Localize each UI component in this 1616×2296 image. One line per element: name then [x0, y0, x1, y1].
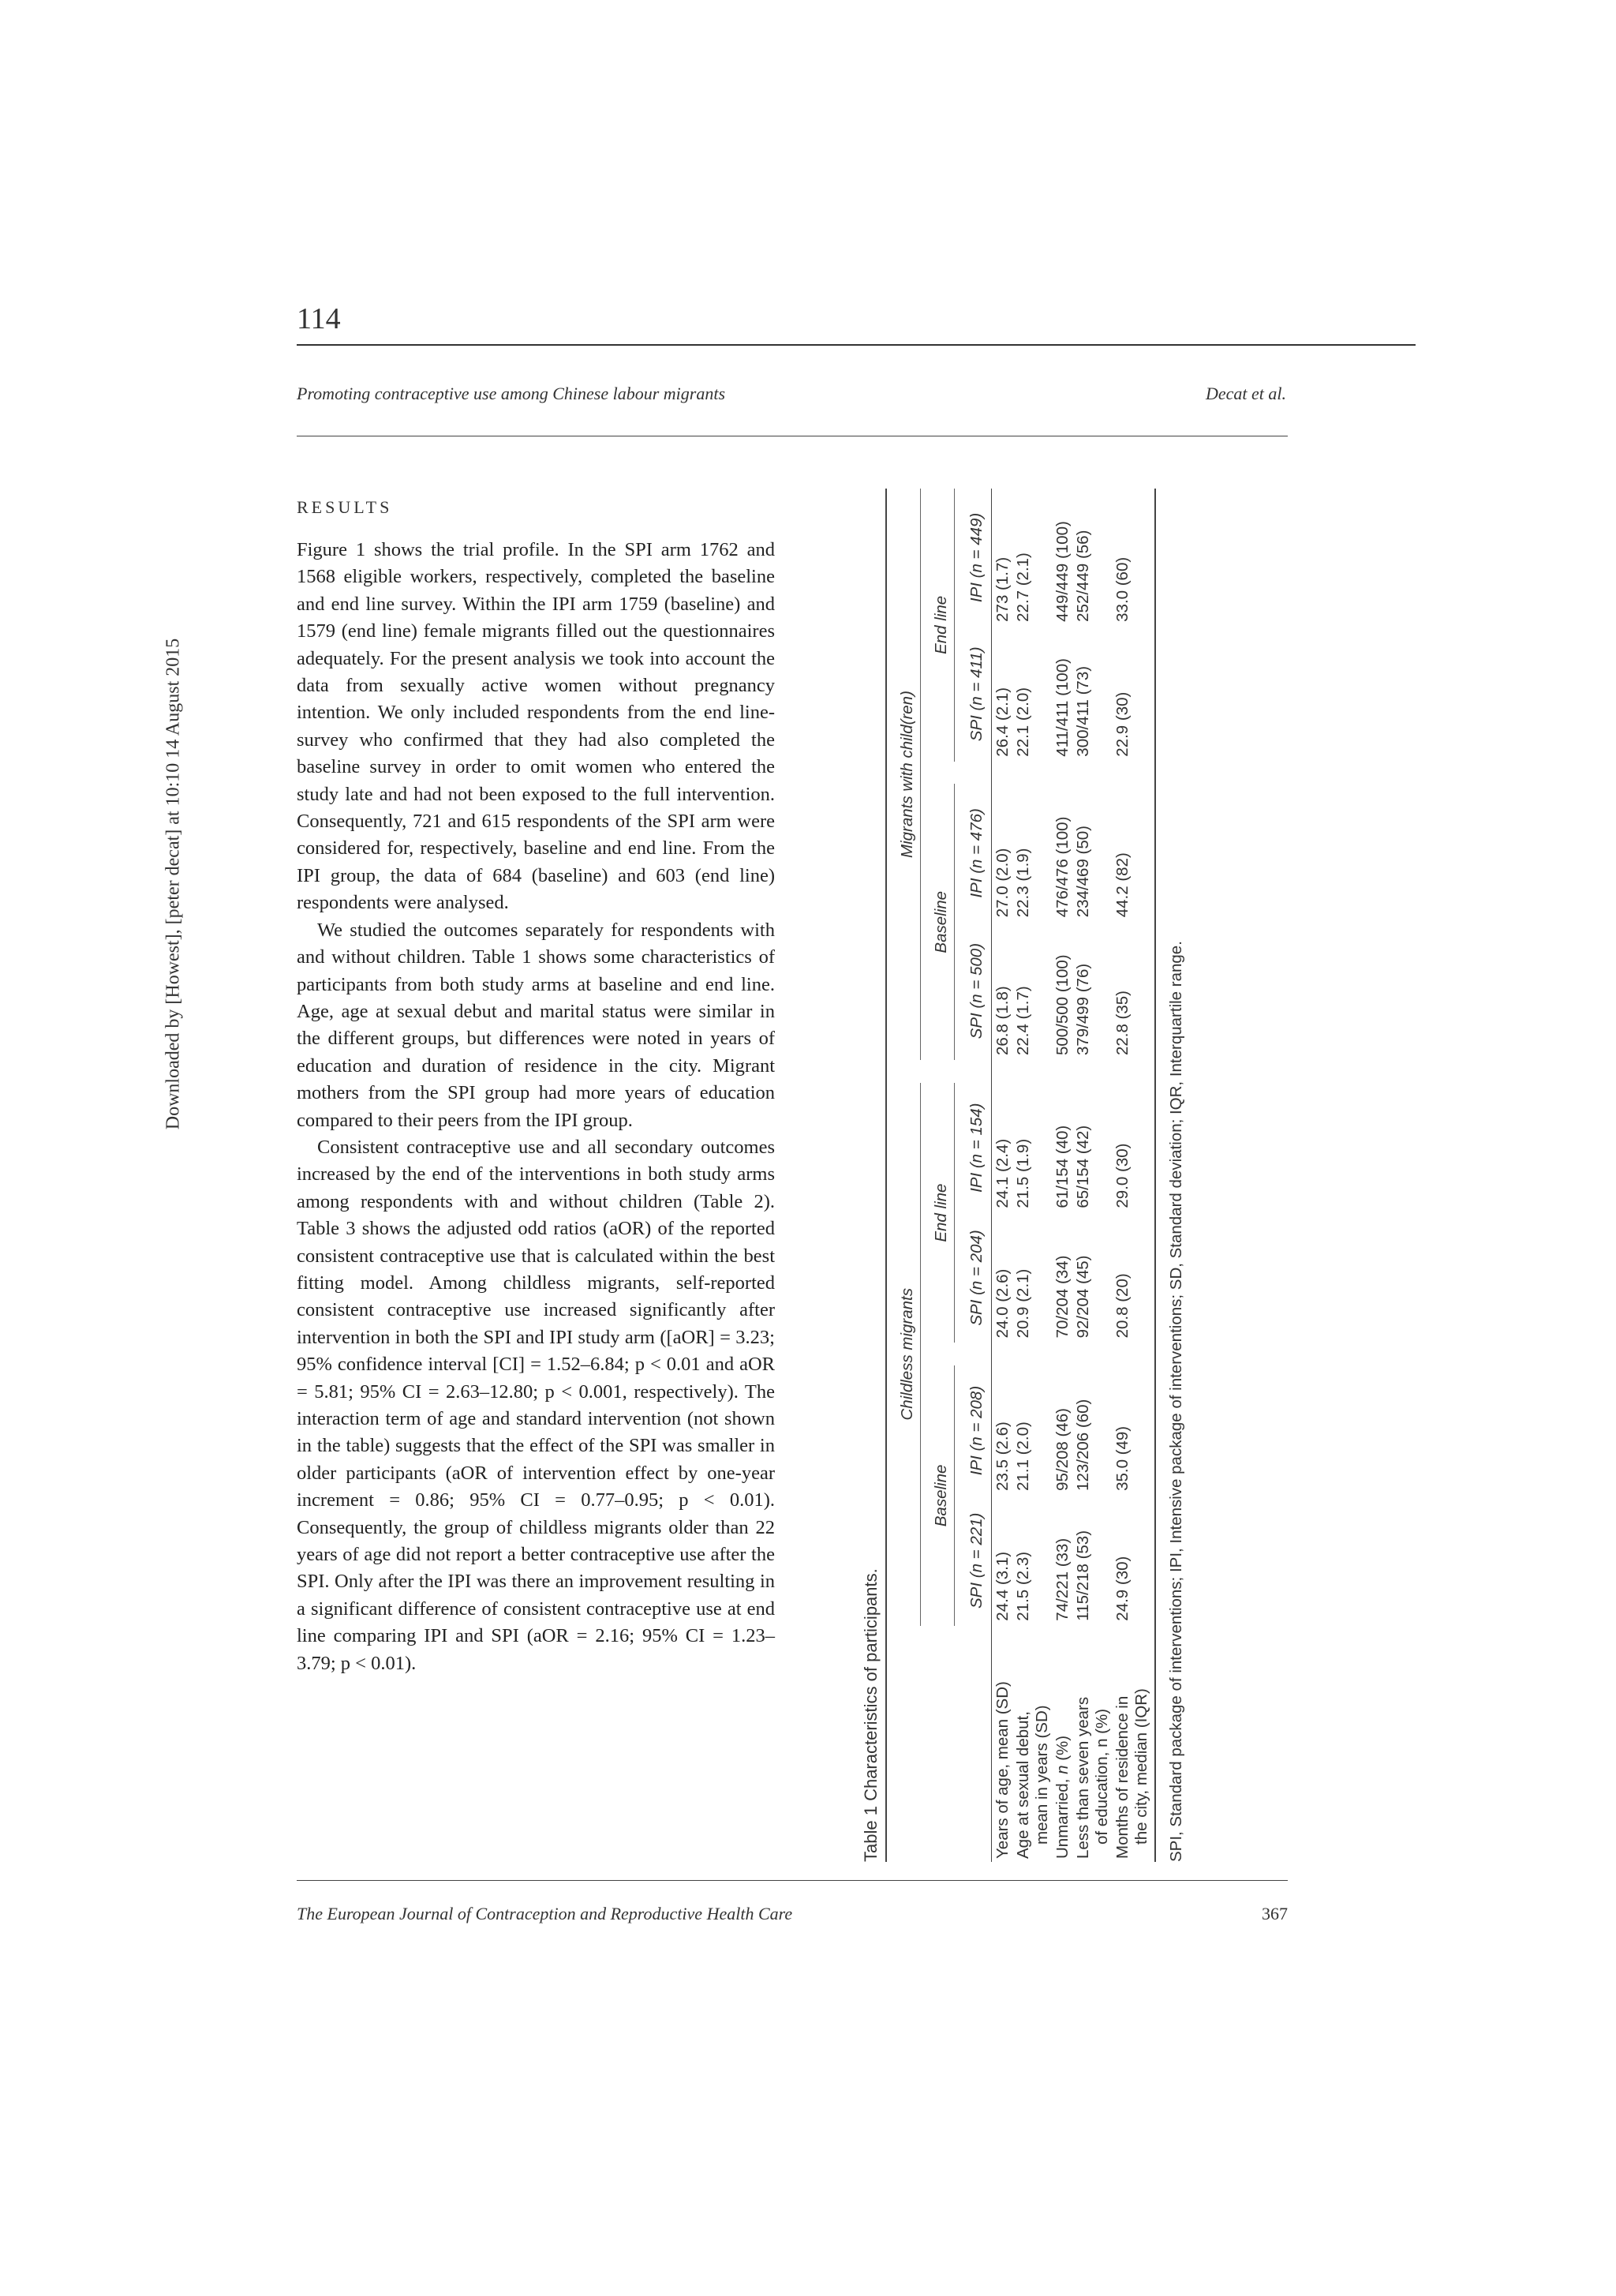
column-header-row [955, 489, 992, 1862]
running-head-title: Promoting contraceptive use among Chinese labour migrants [297, 384, 726, 403]
footer-rule [297, 1880, 1288, 1881]
period-header: End line [921, 1083, 955, 1343]
top-rule [297, 344, 1416, 346]
column-header: IPI (n = 154) [955, 1083, 992, 1213]
table-cell: 70/204 (34) [1053, 1255, 1072, 1339]
table-row [992, 489, 1013, 1862]
group-header-row [886, 489, 921, 1862]
column-header: IPI (n = 449) [955, 489, 992, 627]
group-childless: Childless migrants [886, 1083, 921, 1626]
column-header: SPI (n = 204) [955, 1213, 992, 1343]
table-cell: 273 (1.7) [993, 556, 1012, 622]
period-header: Baseline [921, 1365, 955, 1626]
row-label: Years of age, mean (SD) [993, 1681, 1012, 1859]
page-number-top: 114 [297, 302, 341, 335]
row-label: Unmarried, n (%) [1053, 1735, 1072, 1859]
table-1 [857, 489, 1299, 1862]
table-cell: 24.9 (30) [1112, 1496, 1155, 1626]
group-with-children: Migrants with child(ren) [886, 489, 921, 1060]
section-heading: RESULTS [297, 497, 393, 517]
page-number-bottom: 367 [1262, 1904, 1288, 1923]
table-cell: 21.5 (2.3) [1014, 1551, 1032, 1621]
table-cell: 21.1 (2.0) [1014, 1421, 1032, 1491]
table-caption [857, 489, 885, 1862]
table-cell: 411/411 (100) [1053, 658, 1072, 757]
characteristics-table [885, 489, 1156, 1862]
table-row [1112, 489, 1155, 1862]
row-label: Age at sexual debut, mean in years (SD) [1014, 1705, 1051, 1859]
column-header: IPI (n = 208) [955, 1365, 992, 1496]
column-header: SPI (n = 221) [955, 1496, 992, 1626]
period-header-row [921, 489, 955, 1862]
table-footnote: SPI, Standard package of interventions; IPI, Intensive package of interventions; SD, Standard deviation; IQR, Interquartile range. [1167, 941, 1185, 1862]
table-cell: 74/221 (33) [1053, 1538, 1072, 1621]
table-cell: 27.0 (2.0) [993, 848, 1012, 918]
table-cell: 33.0 (60) [1112, 489, 1155, 627]
table-cell: 234/469 (50) [1074, 825, 1092, 918]
paragraph: Consistent contraceptive use and all secondary outcomes increased by the end of the interventions in both study arms among respondents with and without children (Table 2). Table 3 shows the adjusted odd ratios (aOR) of the reported consistent contraceptive use that is calculated within the best fitting model. Among childless migrants, self-reported consistent contraceptive use increased significantly after intervention in both the SPI and IPI study arm ([aOR] = 3.23; 95% confidence interval [CI] = 1.52–6.84; p < 0.01 and aOR = 5.81; 95% CI = 2.63–12.80; p < 0.001, respectively). The interaction term of age and standard intervention (not shown in the table) suggests that the effect of the SPI was smaller in older participants (aOR of intervention effect by one-year increment = 0.86; 95% CI = 0.77–0.95; p < 0.01). Consequently, the group of childless migrants older than 22 years of age did not report a better contraceptive use after the SPI. Only after the IPI was there an improvement resulting in a significant difference of consistent contraceptive use at end line comparing IPI and SPI (aOR = 2.16; 95% CI = 1.23–3.79; p < 0.01). [297, 1136, 775, 1674]
table-cell: 500/500 (100) [1053, 954, 1072, 1056]
row-label: Months of residence in the city, median (IQR) [1112, 1626, 1155, 1862]
column-header: SPI (n = 411) [955, 627, 992, 762]
row-label: Less than seven years of education, n (%) [1074, 1696, 1111, 1859]
table-cell: 476/476 (100) [1053, 816, 1072, 918]
table-cell: 92/204 (45) [1074, 1255, 1092, 1339]
table-cell: 23.5 (2.6) [993, 1421, 1012, 1491]
table-caption-text: Characteristics of participants. [861, 1568, 881, 1801]
table-row [1072, 489, 1112, 1862]
table-cell: 95/208 (46) [1053, 1408, 1072, 1491]
table-cell: 22.4 (1.7) [1014, 986, 1032, 1056]
period-header: Baseline [921, 784, 955, 1060]
period-header: End line [921, 489, 955, 762]
table-cell: 252/449 (56) [1074, 530, 1092, 622]
table-cell: 29.0 (30) [1112, 1083, 1155, 1213]
table-cell: 61/154 (40) [1053, 1125, 1072, 1208]
table-cell: 35.0 (49) [1112, 1365, 1155, 1496]
column-header: IPI (n = 476) [955, 784, 992, 922]
column-header: SPI (n = 500) [955, 922, 992, 1060]
table-caption-label: Table 1 [861, 1806, 881, 1862]
table-cell: 22.7 (2.1) [1014, 552, 1032, 622]
table-cell: 44.2 (82) [1112, 784, 1155, 922]
running-head-authors: Decat et al. [1205, 384, 1286, 403]
table-row [1012, 489, 1052, 1862]
table-cell: 26.8 (1.8) [993, 986, 1012, 1056]
table-cell: 21.5 (1.9) [1014, 1138, 1032, 1208]
table-cell: 123/206 (60) [1074, 1399, 1092, 1491]
journal-name: The European Journal of Contraception and Reproductive Health Care [297, 1904, 793, 1923]
table-cell: 379/499 (76) [1074, 963, 1092, 1056]
table-cell: 26.4 (2.1) [993, 687, 1012, 757]
paragraph: We studied the outcomes separately for respondents with and without children. Table 1 shows some characteristics of participants from both study arms at baseline and end line. Age, age at sexual debut and marital status were similar in the different groups, but differences were noted in years of education and duration of residence in the city. Migrant mothers from the SPI group had more years of education compared to their peers from the IPI group. [297, 919, 775, 1131]
table-cell: 24.4 (3.1) [993, 1551, 1012, 1621]
table-cell: 20.8 (20) [1112, 1213, 1155, 1343]
table-cell: 24.0 (2.6) [993, 1268, 1012, 1339]
table-row [1052, 489, 1072, 1862]
table-cell: 115/218 (53) [1074, 1530, 1092, 1621]
table-cell: 449/449 (100) [1053, 521, 1072, 622]
table-cell: 22.8 (35) [1112, 922, 1155, 1060]
table-cell: 24.1 (2.4) [993, 1138, 1012, 1208]
results-body [297, 537, 775, 1677]
paragraph: Figure 1 shows the trial profile. In the SPI arm 1762 and 1568 eligible workers, respectively, completed the baseline and end line survey. Within the IPI arm 1759 (baseline) and 1579 (end line) female migrants filled out the questionnaires adequately. For the present analysis we took into account the data from sexually active women without pregnancy intention. We only included respondents from the end line-survey who confirmed that they had also completed the baseline survey in order to omit women who entered the study late and had not been exposed to the full intervention. Consequently, 721 and 615 respondents of the SPI arm were considered for, respectively, baseline and end line. From the IPI group, the data of 684 (baseline) and 603 (end line) respondents were analysed. [297, 539, 775, 914]
table-cell: 300/411 (73) [1074, 665, 1092, 757]
table-cell: 22.3 (1.9) [1014, 848, 1032, 918]
download-note: Downloaded by [Howest], [peter decat] at 10:10 14 August 2015 [163, 638, 184, 1130]
table-cell: 22.1 (2.0) [1014, 687, 1032, 757]
table-cell: 20.9 (2.1) [1014, 1268, 1032, 1339]
table-cell: 65/154 (42) [1074, 1125, 1092, 1208]
table-cell: 22.9 (30) [1112, 627, 1155, 762]
